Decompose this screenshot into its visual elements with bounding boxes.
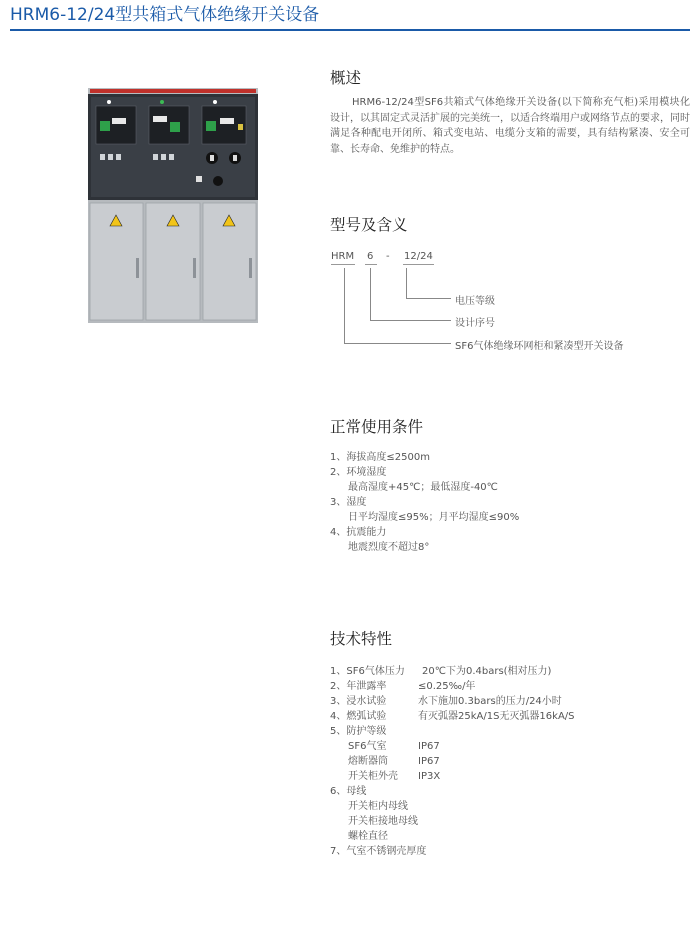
table-row (330, 709, 575, 724)
spec-value: IP67 (418, 741, 440, 752)
spec-label: 6、母线 (330, 786, 367, 797)
spec-value: 水下施加0.3bars的压力/24小时 (418, 696, 562, 707)
conditions-heading: 正常使用条件 (330, 418, 424, 436)
spec-label: 开关柜外壳 (348, 771, 398, 782)
page-title: HRM6-12/24型共箱式气体绝缘开关设备 (10, 5, 320, 25)
overview-paragraph: HRM6-12/24型SF6共箱式气体绝缘开关设备(以下简称充气柜)采用模块化设计，以其固定式灵活扩展的完美统一，以适合终端用户或网络节点的要求，同时满足各种配电开闭所、箱式变电站、电缆分支箱的需要，具有结构紧凑、安全可靠、长寿命、免维护的特点。 (330, 97, 690, 155)
list-item: 地震烈度不超过8° (348, 542, 430, 553)
spec-value: 有灭弧器25kA/1S无灭弧器16kA/S (418, 711, 575, 722)
spec-label: 开关柜接地母线 (348, 816, 418, 827)
list-item: 日平均湿度≤95%；月平均湿度≤90% (348, 512, 520, 523)
spec-value: 20℃下为0.4bars(相对压力) (422, 666, 552, 677)
spec-label: 1、SF6气体压力 (330, 666, 405, 677)
spec-label: 螺栓直径 (348, 831, 388, 842)
conditions-list (330, 450, 519, 555)
list-item: 1、海拔高度≤2500m (330, 452, 430, 463)
table-row (330, 679, 476, 694)
table-row (330, 739, 440, 754)
specs-list (330, 664, 575, 859)
overview-heading: 概述 (330, 69, 362, 87)
specs-heading: 技术特性 (330, 630, 393, 648)
list-item: 最高湿度+45℃；最低湿度-40℃ (348, 482, 498, 493)
spec-label: 5、防护等级 (330, 726, 387, 737)
spec-value: ≤0.25‰/年 (418, 681, 476, 692)
label-sf6-switchgear: SF6气体绝缘环网柜和紧凑型开关设备 (455, 341, 624, 352)
table-row (330, 724, 426, 739)
spec-value: IP67 (418, 756, 440, 767)
spec-label: 3、浸水试验 (330, 696, 387, 707)
spec-label: 4、燃弧试验 (330, 711, 387, 722)
table-row (330, 829, 426, 844)
table-row (330, 694, 562, 709)
list-item: 2、环境湿度 (330, 467, 387, 478)
table-row (330, 814, 426, 829)
spec-label: SF6气室 (348, 741, 387, 752)
header-divider (10, 29, 690, 31)
model-part-design: 6 (367, 251, 374, 262)
model-part-dash: - (386, 251, 390, 262)
underline-design (365, 264, 377, 265)
spec-label: 开关柜内母线 (348, 801, 408, 812)
model-part-voltage: 12/24 (404, 251, 433, 262)
underline-series (331, 264, 355, 265)
spec-label: 熔断器筒 (348, 756, 388, 767)
spec-label: 2、年泄露率 (330, 681, 387, 692)
table-row (330, 754, 440, 769)
list-item: 4、抗震能力 (330, 527, 387, 538)
table-row (330, 784, 426, 799)
label-design-number: 设计序号 (455, 318, 495, 329)
table-row (330, 799, 426, 814)
underline-voltage (403, 264, 434, 265)
label-voltage-level: 电压等级 (455, 296, 495, 307)
table-row (330, 844, 426, 859)
bracket-series (344, 268, 451, 344)
model-part-series: HRM (331, 251, 355, 262)
spec-value: IP3X (418, 771, 441, 782)
list-item: 3、湿度 (330, 497, 367, 508)
spec-label: 7、气室不锈钢壳厚度 (330, 846, 427, 857)
model-heading: 型号及含义 (330, 216, 408, 234)
table-row (330, 664, 552, 679)
switchgear-image (88, 88, 258, 323)
table-row (330, 769, 441, 784)
